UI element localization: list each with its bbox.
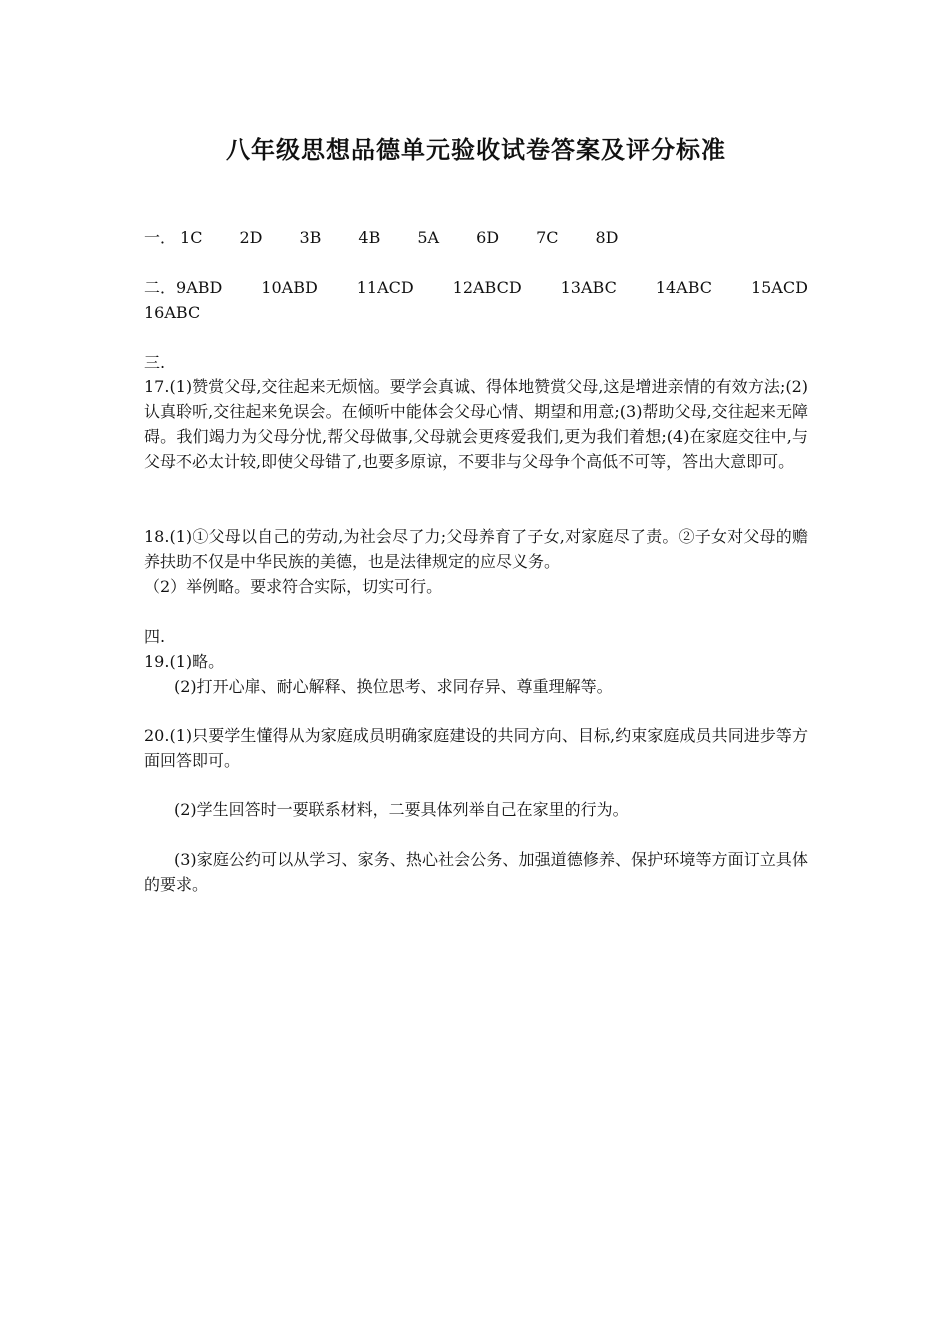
answer-item: 3B bbox=[299, 228, 322, 247]
answer-20-part-2: (2)学生回答时一要联系材料，二要具体列举自己在家里的行为。 bbox=[174, 800, 629, 819]
section-4-label: 四. bbox=[144, 627, 166, 646]
section-2-answers bbox=[144, 275, 808, 300]
answer-item: 9ABD bbox=[176, 278, 223, 297]
answer-18-part-2: （2）举例略。要求符合实际，切实可行。 bbox=[144, 577, 443, 596]
answer-item: 4B bbox=[358, 228, 381, 247]
answer-19-part-1: 19.(1)略。 bbox=[144, 652, 225, 671]
section-1-answers bbox=[144, 225, 808, 250]
section-2-first bbox=[144, 275, 222, 300]
answer-18-part-1: 18.(1)①父母以自己的劳动,为社会尽了力;父母养育了子女,对家庭尽了责。②子女对父母的赡养扶助不仅是中华民族的美德，也是法律规定的应尽义务。 bbox=[144, 527, 808, 571]
section-2-overflow: 16ABC bbox=[144, 303, 201, 322]
answer-item: 11ACD bbox=[356, 278, 414, 297]
answer-item: 13ABC bbox=[560, 278, 617, 297]
answer-19-part-2: (2)打开心扉、耐心解释、换位思考、求同存异、尊重理解等。 bbox=[174, 677, 613, 696]
section-3-label: 三. bbox=[144, 353, 166, 372]
answer-20-part-1: 20.(1)只要学生懂得从为家庭成员明确家庭建设的共同方向、目标,约束家庭成员共同进步等方面回答即可。 bbox=[144, 726, 808, 770]
answer-item: 10ABD bbox=[261, 278, 318, 297]
answer-item: 1C bbox=[180, 228, 203, 247]
answer-17: 17.(1)赞赏父母,交往起来无烦恼。要学会真诚、得体地赞赏父母,这是增进亲情的有效方法;(2)认真聆听,交往起来免误会。在倾听中能体会父母心情、期望和用意;(3)帮助父母,交往起来无障碍。我们竭力为父母分忧,帮父母做事,父母就会更疼爱我们,更为我们着想;(4)在家庭交往中,与父母不必太计较,即使父母错了,也要多原谅，不要非与父母争个高低不可等，答出大意即可。 bbox=[144, 377, 808, 471]
answer-item: 7C bbox=[536, 228, 559, 247]
answer-item: 8D bbox=[595, 228, 619, 247]
answer-item: 14ABC bbox=[655, 278, 712, 297]
page-title: 八年级思想品德单元验收试卷答案及评分标准 bbox=[226, 135, 726, 164]
answer-item: 5A bbox=[417, 228, 440, 247]
answer-item: 15ACD bbox=[750, 278, 808, 297]
section-1-label: 一． bbox=[144, 228, 177, 247]
answer-item: 2D bbox=[239, 228, 263, 247]
section-2-label: 二． bbox=[144, 278, 177, 297]
answer-item: 6D bbox=[476, 228, 500, 247]
answer-item: 12ABCD bbox=[452, 278, 522, 297]
answer-20-part-3: (3)家庭公约可以从学习、家务、热心社会公务、加强道德修养、保护环境等方面订立具体的要求。 bbox=[144, 850, 808, 894]
